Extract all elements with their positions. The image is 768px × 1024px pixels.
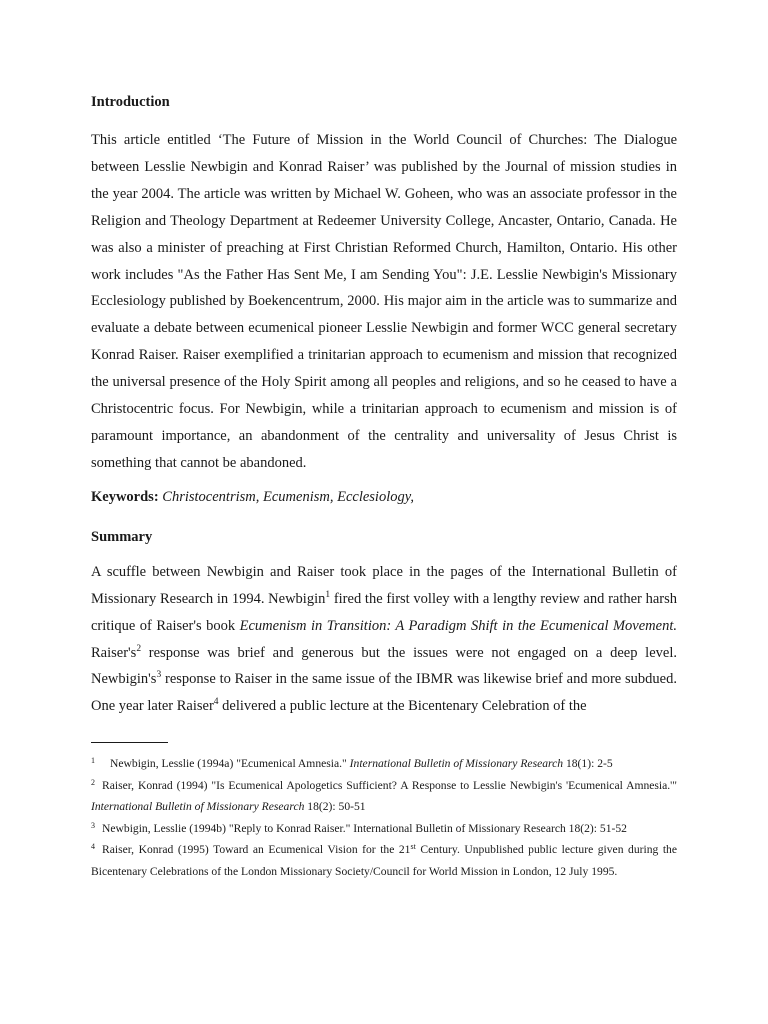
footnote-journal: International Bulletin of Missionary Research <box>349 757 564 771</box>
footnotes <box>91 753 677 882</box>
summary-text-5: response to Raiser in the same issue of the IBMR was likewise brief and more subdued. One year later Raiser <box>91 671 677 715</box>
footnote-superscript: st <box>410 842 416 852</box>
summary-text-4: response was brief and generous but the issues were not engaged on a deep level. Newbigin's <box>91 644 677 688</box>
footnote-4: 4 Raiser, Konrad (1995) Toward an Ecumenical Vision for the 21st Century. Unpublished public lecture given during the Bicentenary Celebrations of the London Missionary Society/Council for World Mission in London, 12 July 1995. <box>91 842 677 878</box>
footnote-ref-1[interactable]: 1 <box>325 589 331 600</box>
summary-heading: Summary <box>91 528 153 545</box>
footnote-text: 18(1): 2-5 <box>563 757 613 771</box>
introduction-heading: Introduction <box>91 94 170 110</box>
summary-text-1: A scuffle between Newbigin and Raiser took place in the pages of the International Bulletin of Missionary Research in 1994. Newbigin <box>91 563 677 607</box>
footnote-text: Raiser, Konrad (1994) "Is Ecumenical Apologetics Sufficient? A Response to Lesslie Newbigin's 'Ecumenical Amnesia.'" <box>102 778 677 792</box>
footnote-text: Raiser, Konrad (1995) Toward an Ecumenical Vision for the 21 <box>102 843 411 857</box>
keywords-text: Christocentrism, Ecumenism, Ecclesiology, <box>162 488 414 505</box>
footnote-journal: International Bulletin of Missionary Research <box>91 800 305 814</box>
footnote-ref-4[interactable]: 4 <box>213 697 219 708</box>
summary-text-3: Raiser's <box>91 644 137 661</box>
book-title: Ecumenism in Transition: A Paradigm Shift in the Ecumenical Movement. <box>239 617 677 634</box>
keywords-line <box>91 487 677 507</box>
summary-text-6: delivered a public lecture at the Bicentenary Celebration of the <box>218 698 587 715</box>
footnote-divider <box>91 742 168 743</box>
footnote-1: 1 Newbigin, Lesslie (1994a) "Ecumenical Amnesia." International Bulletin of Missionary Research 18(1): 2-5 <box>91 756 613 771</box>
summary-text-2: fired the first volley with a lengthy review and rather harsh critique of Raiser's book <box>91 590 677 634</box>
footnote-text: Century. Unpublished public lecture given during the Bicentenary Celebrations of the London Missionary Society/Council for World Mission in London, 12 July 1995. <box>91 843 677 878</box>
footnote-text: Newbigin, Lesslie (1994a) "Ecumenical Amnesia." <box>110 757 350 771</box>
footnote-2: 2 Raiser, Konrad (1994) "Is Ecumenical Apologetics Sufficient? A Response to Lesslie Newbigin's 'Ecumenical Amnesia.'" International Bulletin of Missionary Research 18(2): 50-51 <box>91 777 677 814</box>
introduction-paragraph: This article entitled ‘The Future of Mission in the World Council of Churches: The Dialogue between Lesslie Newbigin and Konrad Raiser’ was published by the Journal of mission studies in the year 2004. The article was written by Michael W. Goheen, who was an associate professor in the Religion and Theology Department at Redeemer University College, Ancaster, Ontario, Canada. He was also a minister of preaching at First Christian Reformed Church, Hamilton, Ontario. His other work includes "As the Father Has Sent Me, I am Sending You": J.E. Lesslie Newbigin's Missionary Ecclesiology published by Boekencentrum, 2000. His major aim in the article was to summarize and evaluate a debate between ecumenical pioneer Lesslie Newbigin and former WCC general secretary Konrad Raiser. Raiser exemplified a trinitarian approach to ecumenism and mission that recognized the universal presence of the Holy Spirit among all peoples and religions, and so he ceased to have a Christocentric focus. For Newbigin, while a trinitarian approach to ecumenism and mission is of paramount importance, an abandonment of the centrality and universality of Jesus Christ is something that cannot be abandoned. <box>91 132 677 471</box>
footnote-ref-2[interactable]: 2 <box>136 643 142 654</box>
footnote-text: Newbigin, Lesslie (1994b) "Reply to Konrad Raiser." International Bulletin of Missionary Research 18(2): 51-52 <box>102 821 627 835</box>
footnote-3: 3 Newbigin, Lesslie (1994b) "Reply to Konrad Raiser." International Bulletin of Missionary Research 18(2): 51-52 <box>91 820 627 835</box>
summary-paragraph <box>91 559 677 720</box>
keywords-label: Keywords: <box>91 488 159 505</box>
footnote-ref-3[interactable]: 3 <box>156 670 162 681</box>
footnote-text: 18(2): 50-51 <box>304 800 366 814</box>
